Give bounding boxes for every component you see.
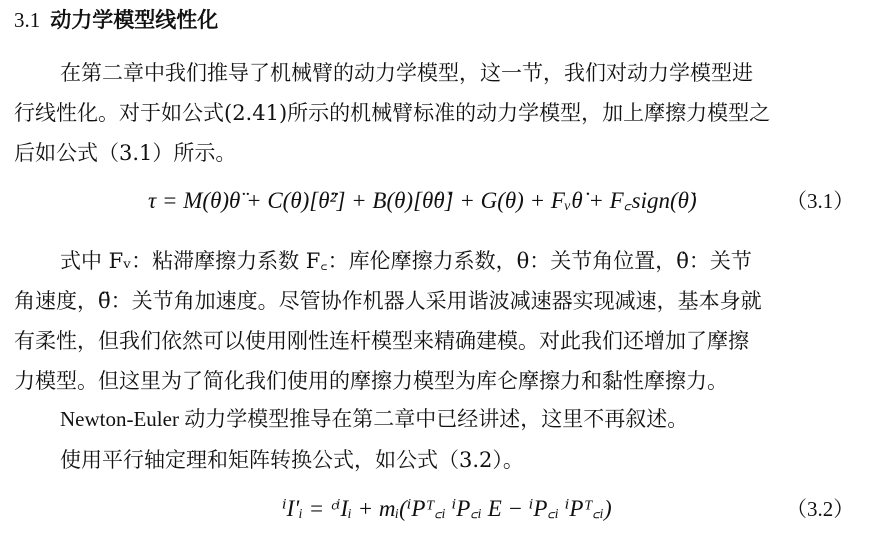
- paragraph1-line2: 行线性化。对于如公式(2.41)所示的机械臂标准的动力学模型，加上摩擦力模型之: [14, 101, 771, 125]
- paragraph2-line3: 有柔性，但我们依然可以使用刚性连杆模型来精确建模。对此我们还增加了摩擦: [14, 329, 749, 353]
- section-heading: [14, 6, 218, 34]
- paragraph2-line2: 角速度，θ̈：关节角加速度。尽管协作机器人采用谐波减速器实现减速，基本身就: [14, 289, 762, 313]
- equation-3-1: τ = M(θ)θ̈ + C(θ)[θ̈²] + B(θ)[θ̇θ̇] + G(θ) + Fᵥθ̇ + F꜀sign(θ̇): [148, 188, 697, 213]
- equation-3-1-number: （3.1）: [786, 189, 855, 213]
- paragraph4-line1: 使用平行轴定理和矩阵转换公式，如公式（3.2）。: [60, 448, 524, 472]
- section-title: 动力学模型线性化: [50, 8, 219, 32]
- paragraph1-line3: 后如公式（3.1）所示。: [14, 141, 237, 165]
- paragraph3-line1: Newton-Euler 动力学模型推导在第二章中已经讲述，这里不再叙述。: [60, 407, 689, 431]
- equation-3-2: ⁱI'ᵢ = ᶜⁱIᵢ + mᵢ(ⁱPᵀ꜀ᵢ ⁱP꜀ᵢ E − ⁱP꜀ᵢ ⁱPᵀ꜀ᵢ): [282, 496, 612, 521]
- paragraph2-line1: 式中 Fᵥ：粘滞摩擦力系数 F꜀：库伦摩擦力系数，θ：关节角位置，θ̇：关节: [60, 249, 752, 273]
- section-number: 3.1: [14, 8, 41, 32]
- paragraph2-line4: 力模型。但这里为了简化我们使用的摩擦力模型为库仑摩擦力和黏性摩擦力。: [14, 369, 728, 393]
- equation-3-2-number: （3.2）: [786, 497, 855, 521]
- paragraph1-line1: 在第二章中我们推导了机械臂的动力学模型，这一节，我们对动力学模型进: [60, 61, 753, 85]
